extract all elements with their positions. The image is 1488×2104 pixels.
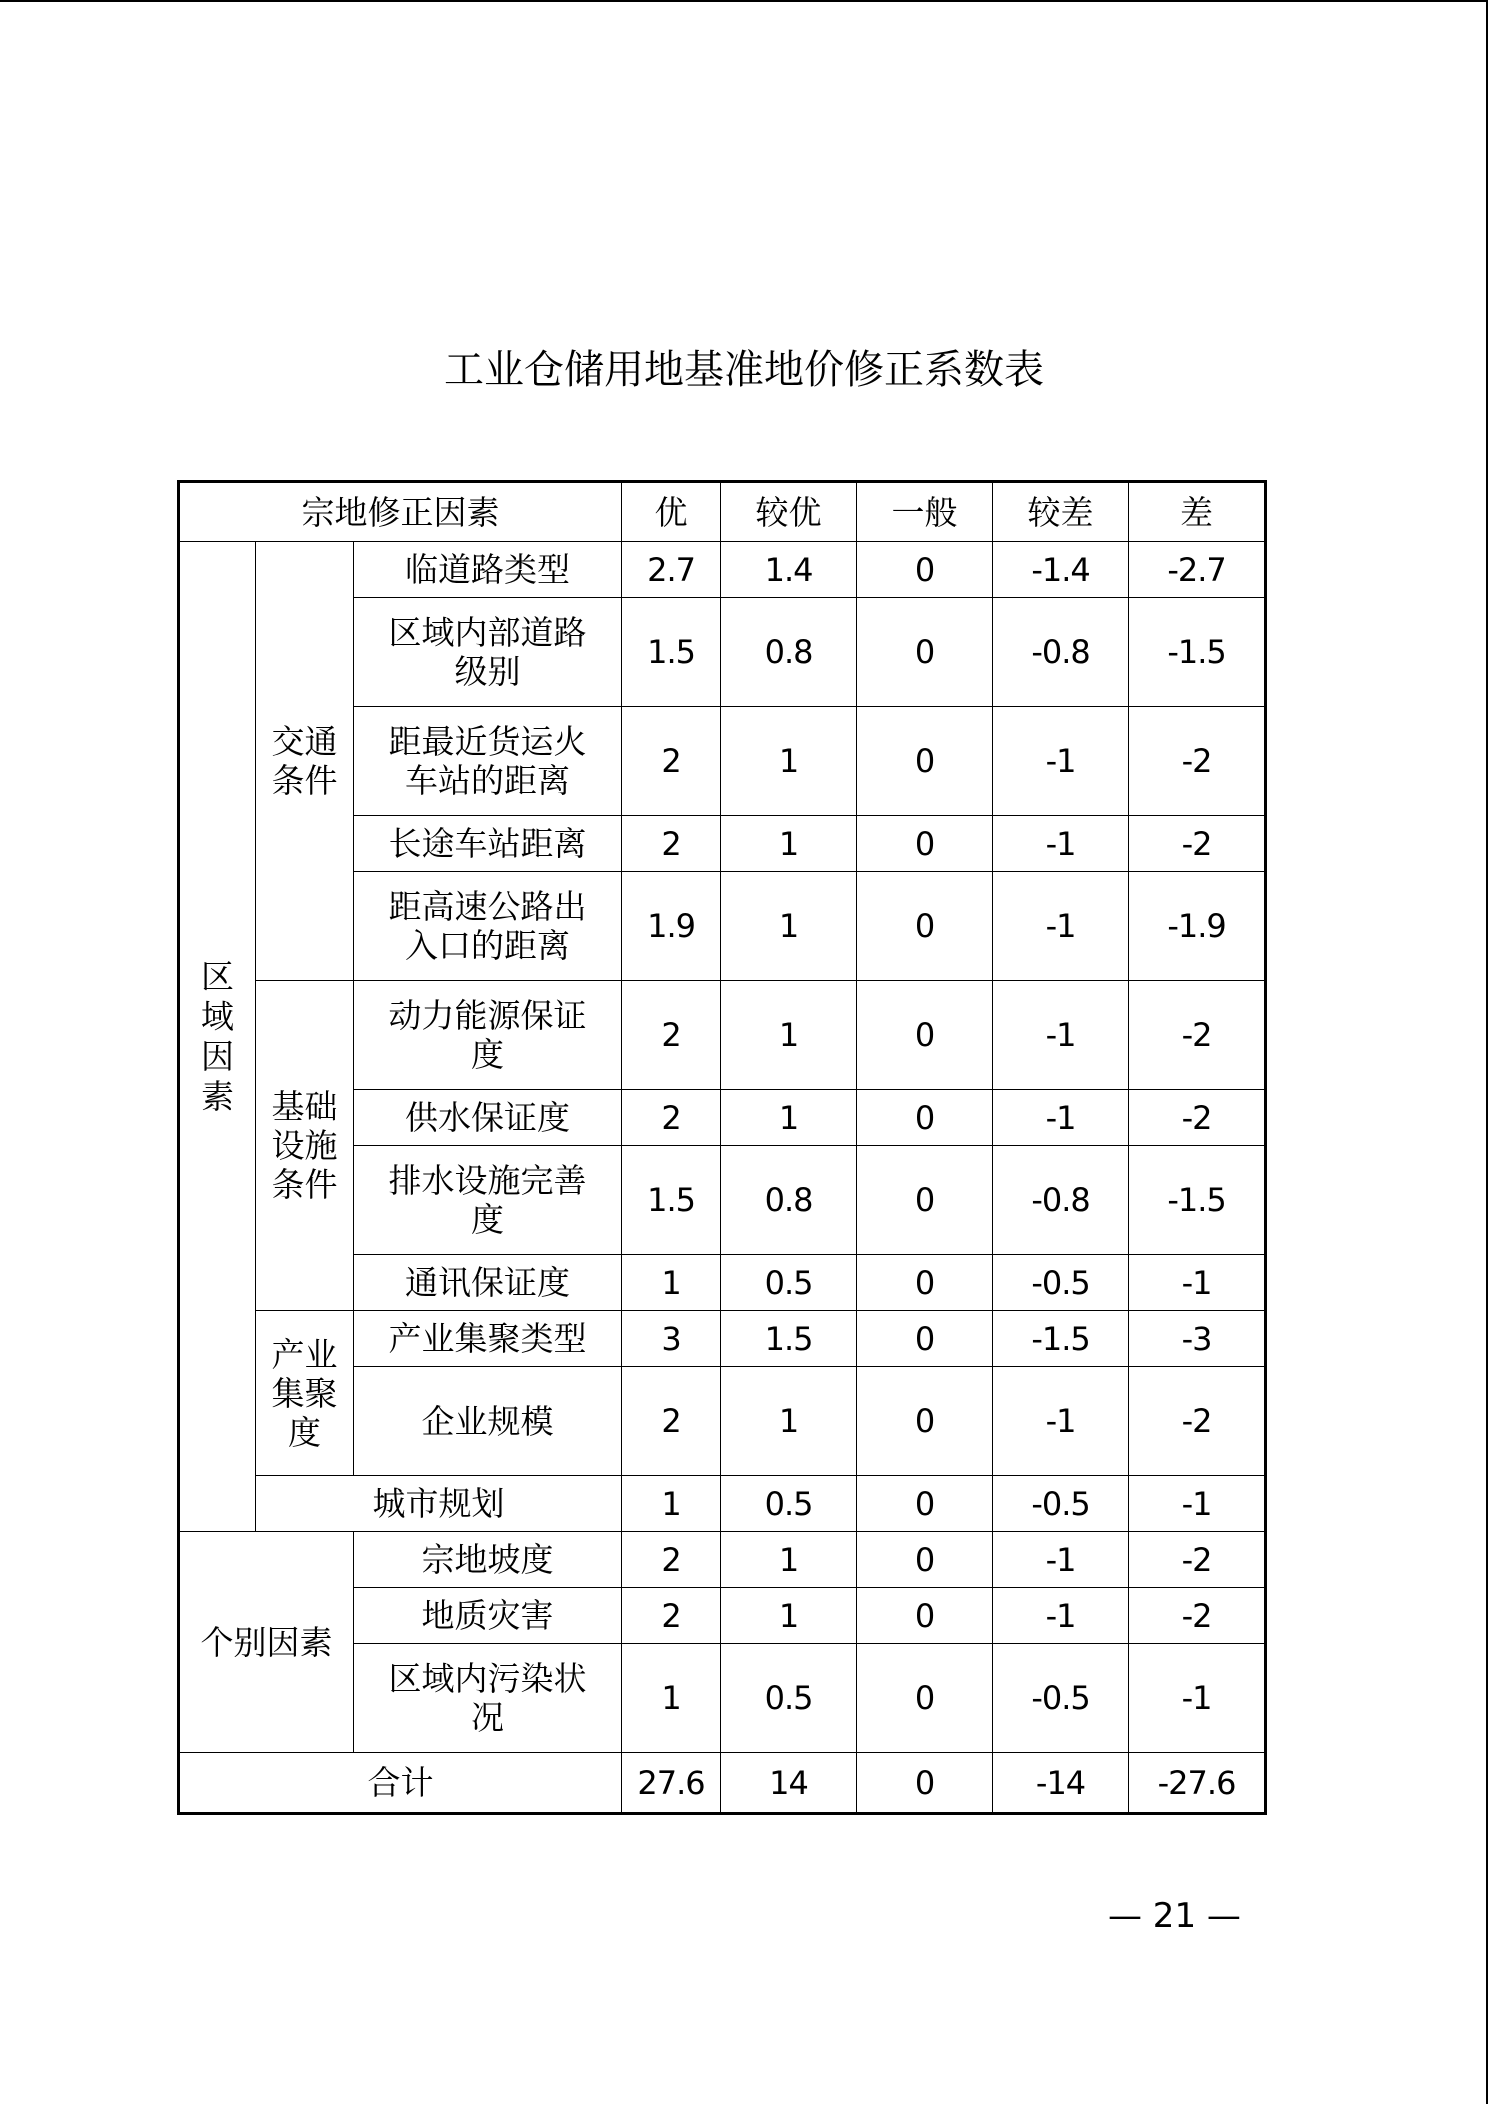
value-cell: 0: [857, 1476, 993, 1532]
row-factor: 动力能源保证度: [354, 981, 622, 1090]
row-factor: 长途车站距离: [354, 816, 622, 872]
row-factor: 城市规划: [256, 1476, 622, 1532]
row-factor: 地质灾害: [354, 1588, 622, 1644]
value-cell: 2: [622, 707, 721, 816]
row-factor: 临道路类型: [354, 542, 622, 598]
value-cell: -0.5: [993, 1476, 1129, 1532]
total-label: 合计: [179, 1753, 622, 1814]
value-cell: 1: [721, 1532, 857, 1588]
value-cell: 2: [622, 1090, 721, 1146]
value-cell: 0: [857, 1311, 993, 1367]
value-cell: 0: [857, 1367, 993, 1476]
value-cell: -1.4: [993, 542, 1129, 598]
value-cell: -3: [1129, 1311, 1266, 1367]
total-value: -27.6: [1129, 1753, 1266, 1814]
value-cell: 0: [857, 1255, 993, 1311]
value-cell: -1: [1129, 1644, 1266, 1753]
value-cell: -0.8: [993, 598, 1129, 707]
document-title: 工业仓储用地基准地价修正系数表: [444, 347, 1044, 393]
header-grade: 较差: [993, 482, 1129, 542]
value-cell: 0: [857, 872, 993, 981]
page-top-border: [0, 0, 1488, 2]
value-cell: -1: [1129, 1476, 1266, 1532]
value-cell: -2.7: [1129, 542, 1266, 598]
value-cell: 0: [857, 816, 993, 872]
row-factor: 距高速公路出入口的距离: [354, 872, 622, 981]
value-cell: -1.5: [1129, 1146, 1266, 1255]
value-cell: 1.5: [721, 1311, 857, 1367]
group-infrastructure: 基础设施条件: [256, 981, 354, 1311]
table-header-row: [179, 482, 1266, 542]
value-cell: -2: [1129, 816, 1266, 872]
value-cell: 1.9: [622, 872, 721, 981]
value-cell: 1: [622, 1255, 721, 1311]
value-cell: -1: [993, 981, 1129, 1090]
table-row: [179, 981, 1266, 1090]
value-cell: 0: [857, 598, 993, 707]
value-cell: 2: [622, 1367, 721, 1476]
value-cell: -0.5: [993, 1255, 1129, 1311]
group-industry-cluster: 产业集聚度: [256, 1311, 354, 1476]
value-cell: -1: [993, 816, 1129, 872]
value-cell: 0.8: [721, 1146, 857, 1255]
row-factor: 区域内污染状况: [354, 1644, 622, 1753]
value-cell: 1: [721, 1367, 857, 1476]
value-cell: 1: [622, 1476, 721, 1532]
value-cell: -2: [1129, 1588, 1266, 1644]
value-cell: 1.5: [622, 598, 721, 707]
value-cell: 1: [721, 707, 857, 816]
page-number: — 21 —: [1108, 1896, 1241, 1936]
header-grade: 一般: [857, 482, 993, 542]
value-cell: 1: [622, 1644, 721, 1753]
value-cell: 1: [721, 872, 857, 981]
row-factor: 产业集聚类型: [354, 1311, 622, 1367]
value-cell: 2: [622, 816, 721, 872]
value-cell: 1: [721, 1090, 857, 1146]
row-factor: 通讯保证度: [354, 1255, 622, 1311]
group-individual-factors: 个别因素: [179, 1532, 354, 1753]
value-cell: -1: [993, 1090, 1129, 1146]
header-grade: 较优: [721, 482, 857, 542]
row-factor: 宗地坡度: [354, 1532, 622, 1588]
total-value: 27.6: [622, 1753, 721, 1814]
value-cell: 3: [622, 1311, 721, 1367]
value-cell: 1.5: [622, 1146, 721, 1255]
value-cell: -2: [1129, 981, 1266, 1090]
value-cell: 1: [721, 1588, 857, 1644]
value-cell: -1: [993, 872, 1129, 981]
value-cell: -2: [1129, 1367, 1266, 1476]
table-row: [179, 542, 1266, 598]
row-factor: 距最近货运火车站的距离: [354, 707, 622, 816]
value-cell: -1: [993, 707, 1129, 816]
total-value: 0: [857, 1753, 993, 1814]
total-value: -14: [993, 1753, 1129, 1814]
value-cell: 2: [622, 1588, 721, 1644]
value-cell: 0: [857, 542, 993, 598]
value-cell: -2: [1129, 1532, 1266, 1588]
table-row: [179, 1476, 1266, 1532]
value-cell: 0.5: [721, 1644, 857, 1753]
value-cell: -2: [1129, 707, 1266, 816]
value-cell: -0.5: [993, 1644, 1129, 1753]
value-cell: 0: [857, 1090, 993, 1146]
value-cell: 0.8: [721, 598, 857, 707]
value-cell: 0.5: [721, 1255, 857, 1311]
value-cell: 0: [857, 1532, 993, 1588]
value-cell: -1.5: [993, 1311, 1129, 1367]
correction-coefficient-table: [177, 480, 1267, 1815]
value-cell: 0.5: [721, 1476, 857, 1532]
value-cell: 2: [622, 981, 721, 1090]
value-cell: 0: [857, 1588, 993, 1644]
value-cell: -1: [993, 1367, 1129, 1476]
header-grade: 差: [1129, 482, 1266, 542]
value-cell: -0.8: [993, 1146, 1129, 1255]
group-traffic: 交通条件: [256, 542, 354, 981]
value-cell: -1: [993, 1588, 1129, 1644]
header-grade: 优: [622, 482, 721, 542]
value-cell: -1: [1129, 1255, 1266, 1311]
row-factor: 区域内部道路级别: [354, 598, 622, 707]
value-cell: -1.9: [1129, 872, 1266, 981]
value-cell: 0: [857, 707, 993, 816]
value-cell: 0: [857, 981, 993, 1090]
header-factor: 宗地修正因素: [179, 482, 622, 542]
row-factor: 排水设施完善度: [354, 1146, 622, 1255]
value-cell: -1: [993, 1532, 1129, 1588]
table-row: [179, 1532, 1266, 1588]
table-total-row: [179, 1753, 1266, 1814]
value-cell: -2: [1129, 1090, 1266, 1146]
row-factor: 企业规模: [354, 1367, 622, 1476]
value-cell: 0: [857, 1644, 993, 1753]
value-cell: 2.7: [622, 542, 721, 598]
value-cell: 1: [721, 981, 857, 1090]
row-factor: 供水保证度: [354, 1090, 622, 1146]
value-cell: 1.4: [721, 542, 857, 598]
value-cell: 2: [622, 1532, 721, 1588]
total-value: 14: [721, 1753, 857, 1814]
value-cell: 1: [721, 816, 857, 872]
table-row: [179, 1311, 1266, 1367]
value-cell: 0: [857, 1146, 993, 1255]
value-cell: -1.5: [1129, 598, 1266, 707]
group-regional-factors: 区域因素: [179, 542, 256, 1532]
